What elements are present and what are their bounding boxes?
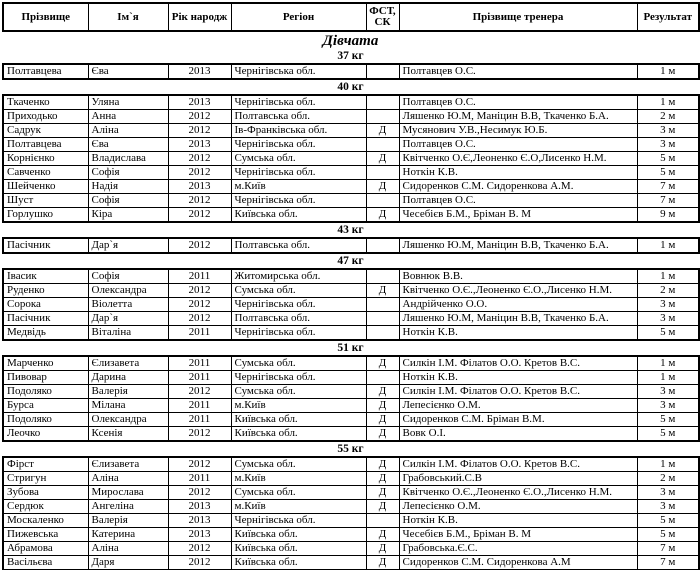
cell-coach: Ноткін К.В. — [399, 514, 637, 528]
cell-firstname: Віолетта — [88, 298, 168, 312]
table-row — [3, 194, 699, 208]
cell-surname: Абрамова — [3, 542, 88, 556]
table-row — [3, 138, 699, 152]
weight-heading: 40 кг — [337, 81, 364, 93]
cell-birth-year: 2012 — [168, 238, 231, 253]
cell-surname: Савченко — [3, 166, 88, 180]
cell-result: 3 м — [637, 385, 699, 399]
table-row — [3, 528, 699, 542]
cell-result: 3 м — [637, 486, 699, 500]
cell-surname: Марченко — [3, 356, 88, 371]
cell-birth-year: 2012 — [168, 298, 231, 312]
cell-surname: Стригун — [3, 472, 88, 486]
cell-result: 5 м — [637, 514, 699, 528]
cell-surname: Пивовар — [3, 371, 88, 385]
cell-result: 7 м — [637, 180, 699, 194]
table-row — [3, 180, 699, 194]
cell-result: 3 м — [637, 500, 699, 514]
cell-region: м.Київ — [231, 500, 366, 514]
cell-birth-year: 2012 — [168, 166, 231, 180]
cell-coach: Квітченко О.Є.,Леоненко Є.О.,Лисенко Н.М. — [399, 284, 637, 298]
table-row — [3, 371, 699, 385]
cell-coach: Ляшенко Ю.М, Маніцин В.В, Ткаченко Б.А. — [399, 238, 637, 253]
cell-birth-year: 2013 — [168, 180, 231, 194]
cell-birth-year: 2013 — [168, 95, 231, 110]
cell-result: 2 м — [637, 472, 699, 486]
cell-region: Чернігівська обл. — [231, 95, 366, 110]
cell-birth-year: 2012 — [168, 194, 231, 208]
cell-birth-year: 2012 — [168, 427, 231, 442]
cell-region: м.Київ — [231, 180, 366, 194]
cell-surname: Бурса — [3, 399, 88, 413]
cell-fst-sk: Д — [366, 556, 399, 570]
cell-fst-sk — [366, 269, 399, 284]
table-row — [3, 124, 699, 138]
cell-result: 3 м — [637, 124, 699, 138]
table-row — [3, 385, 699, 399]
cell-firstname: Єлизавета — [88, 457, 168, 472]
cell-coach: Ляшенко Ю.М, Маніцин В.В, Ткаченко Б.А. — [399, 312, 637, 326]
cell-coach: Грабовський.С.В — [399, 472, 637, 486]
cell-birth-year: 2013 — [168, 64, 231, 79]
cell-fst-sk: Д — [366, 399, 399, 413]
cell-result: 1 м — [637, 356, 699, 371]
cell-region: Сумська обл. — [231, 385, 366, 399]
cell-surname: Пасічник — [3, 238, 88, 253]
cell-birth-year: 2011 — [168, 472, 231, 486]
cell-fst-sk — [366, 514, 399, 528]
cell-region: Чернігівська обл. — [231, 138, 366, 152]
cell-region: Київська обл. — [231, 542, 366, 556]
table-row — [3, 152, 699, 166]
cell-firstname: Дарина — [88, 371, 168, 385]
cell-firstname: Аліна — [88, 124, 168, 138]
cell-birth-year: 2012 — [168, 486, 231, 500]
cell-surname: Фірст — [3, 457, 88, 472]
cell-result: 9 м — [637, 208, 699, 223]
cell-birth-year: 2013 — [168, 514, 231, 528]
weight-heading: 43 кг — [337, 224, 364, 236]
cell-fst-sk: Д — [366, 284, 399, 298]
table-row — [3, 284, 699, 298]
cell-region: Чернігівська обл. — [231, 298, 366, 312]
cell-result: 5 м — [637, 528, 699, 542]
cell-coach: Мусянович У.В.,Несимук Ю.Б. — [399, 124, 637, 138]
cell-coach: Грабовська.Є.С. — [399, 542, 637, 556]
cell-surname: Садрук — [3, 124, 88, 138]
cell-surname: Шейченко — [3, 180, 88, 194]
column-header-result: Результат — [637, 3, 699, 31]
cell-result: 1 м — [637, 64, 699, 79]
cell-result: 5 м — [637, 166, 699, 180]
cell-coach: Квітченко О.Є.,Леоненко Є.О.,Лисенко Н.М. — [399, 486, 637, 500]
cell-fst-sk — [366, 64, 399, 79]
cell-coach: Полтавцев О.С. — [399, 138, 637, 152]
cell-coach: Квітченко О.Є,Леоненко Є.О,Лисенко Н.М. — [399, 152, 637, 166]
cell-firstname: Єва — [88, 138, 168, 152]
cell-fst-sk: Д — [366, 180, 399, 194]
cell-region: м.Київ — [231, 472, 366, 486]
table-row — [3, 298, 699, 312]
cell-surname: Леочко — [3, 427, 88, 442]
cell-firstname: Кіра — [88, 208, 168, 223]
cell-firstname: Надія — [88, 180, 168, 194]
cell-firstname: Олександра — [88, 413, 168, 427]
cell-region: Житомирська обл. — [231, 269, 366, 284]
cell-region: Чернігівська обл. — [231, 514, 366, 528]
weight-sections — [2, 50, 699, 570]
cell-surname: Полтавцева — [3, 64, 88, 79]
cell-firstname: Софія — [88, 166, 168, 180]
cell-firstname: Владислава — [88, 152, 168, 166]
table-row — [3, 542, 699, 556]
cell-firstname: Мирослава — [88, 486, 168, 500]
cell-surname: Івасик — [3, 269, 88, 284]
weight-section-table — [2, 268, 700, 341]
cell-result: 2 м — [637, 110, 699, 124]
cell-firstname: Уляна — [88, 95, 168, 110]
cell-birth-year: 2012 — [168, 110, 231, 124]
table-row — [3, 500, 699, 514]
cell-result: 1 м — [637, 371, 699, 385]
cell-coach: Чесебієв Б.М., Бріман В. М — [399, 208, 637, 223]
cell-fst-sk: Д — [366, 500, 399, 514]
cell-birth-year: 2012 — [168, 124, 231, 138]
cell-birth-year: 2012 — [168, 457, 231, 472]
cell-firstname: Аліна — [88, 472, 168, 486]
cell-region: Чернігівська обл. — [231, 371, 366, 385]
cell-result: 1 м — [637, 457, 699, 472]
cell-result: 5 м — [637, 413, 699, 427]
cell-region: Київська обл. — [231, 556, 366, 570]
cell-result: 1 м — [637, 95, 699, 110]
table-row — [3, 399, 699, 413]
cell-coach: Лепесієнко О.М. — [399, 500, 637, 514]
cell-result: 1 м — [637, 238, 699, 253]
table-row — [3, 312, 699, 326]
cell-result: 3 м — [637, 399, 699, 413]
cell-birth-year: 2011 — [168, 269, 231, 284]
cell-firstname: Мілана — [88, 399, 168, 413]
cell-coach: Полтавцев О.С. — [399, 64, 637, 79]
cell-result: 2 м — [637, 284, 699, 298]
cell-coach: Сидоренков С.М. Бріман В.М. — [399, 413, 637, 427]
cell-fst-sk — [366, 166, 399, 180]
column-header-firstname: Ім`я — [88, 3, 168, 31]
cell-fst-sk — [366, 238, 399, 253]
cell-coach: Лепесієнко О.М. — [399, 399, 637, 413]
cell-firstname: Дар`я — [88, 238, 168, 253]
cell-region: Сумська обл. — [231, 356, 366, 371]
results-header-table — [2, 2, 700, 32]
cell-coach: Полтавцев О.С. — [399, 95, 637, 110]
cell-fst-sk: Д — [366, 124, 399, 138]
table-row — [3, 413, 699, 427]
cell-firstname: Олександра — [88, 284, 168, 298]
table-row — [3, 457, 699, 472]
cell-surname: Корнієнко — [3, 152, 88, 166]
table-row — [3, 238, 699, 253]
cell-surname: Медвідь — [3, 326, 88, 341]
cell-result: 5 м — [637, 152, 699, 166]
column-header-surname: Прізвище — [3, 3, 88, 31]
cell-birth-year: 2012 — [168, 385, 231, 399]
cell-surname: Подоляко — [3, 385, 88, 399]
cell-fst-sk — [366, 138, 399, 152]
cell-coach: Вовк О.І. — [399, 427, 637, 442]
cell-surname: Зубова — [3, 486, 88, 500]
cell-fst-sk — [366, 298, 399, 312]
cell-birth-year: 2011 — [168, 326, 231, 341]
header-row — [3, 3, 699, 31]
cell-birth-year: 2013 — [168, 138, 231, 152]
cell-surname: Пижевська — [3, 528, 88, 542]
table-row — [3, 472, 699, 486]
column-header-birth-year: Рік народж — [168, 3, 231, 31]
cell-firstname: Єлизавета — [88, 356, 168, 371]
table-row — [3, 356, 699, 371]
cell-birth-year: 2013 — [168, 500, 231, 514]
cell-region: Сумська обл. — [231, 284, 366, 298]
cell-birth-year: 2012 — [168, 284, 231, 298]
table-row — [3, 64, 699, 79]
cell-fst-sk — [366, 110, 399, 124]
cell-firstname: Ксенія — [88, 427, 168, 442]
cell-surname: Пасічник — [3, 312, 88, 326]
cell-result: 7 м — [637, 542, 699, 556]
cell-fst-sk: Д — [366, 528, 399, 542]
cell-surname: Ткаченко — [3, 95, 88, 110]
cell-region: Київська обл. — [231, 208, 366, 223]
cell-surname: Приходько — [3, 110, 88, 124]
cell-birth-year: 2011 — [168, 356, 231, 371]
cell-region: м.Київ — [231, 399, 366, 413]
cell-region: Чернігівська обл. — [231, 326, 366, 341]
cell-firstname: Ангеліна — [88, 500, 168, 514]
cell-surname: Подоляко — [3, 413, 88, 427]
table-row — [3, 110, 699, 124]
cell-result: 1 м — [637, 269, 699, 284]
weight-section-table — [2, 355, 700, 442]
cell-region: Київська обл. — [231, 528, 366, 542]
cell-coach: Ноткін К.В. — [399, 371, 637, 385]
cell-fst-sk — [366, 194, 399, 208]
cell-result: 5 м — [637, 326, 699, 341]
cell-fst-sk: Д — [366, 152, 399, 166]
cell-fst-sk — [366, 312, 399, 326]
cell-region: Полтавська обл. — [231, 312, 366, 326]
table-row — [3, 556, 699, 570]
cell-coach: Сидоренков С.М. Сидоренкова А.М — [399, 556, 637, 570]
cell-firstname: Даря — [88, 556, 168, 570]
group-title: Дівчата — [322, 33, 379, 49]
cell-region: Київська обл. — [231, 427, 366, 442]
cell-firstname: Катерина — [88, 528, 168, 542]
cell-fst-sk: Д — [366, 486, 399, 500]
cell-birth-year: 2012 — [168, 312, 231, 326]
cell-coach: Ноткін К.В. — [399, 166, 637, 180]
cell-firstname: Єва — [88, 64, 168, 79]
cell-result: 5 м — [637, 427, 699, 442]
cell-result: 7 м — [637, 556, 699, 570]
cell-birth-year: 2011 — [168, 413, 231, 427]
cell-result: 7 м — [637, 194, 699, 208]
weight-section-table — [2, 63, 700, 80]
cell-surname: Сорока — [3, 298, 88, 312]
cell-fst-sk: Д — [366, 385, 399, 399]
cell-region: Полтавська обл. — [231, 238, 366, 253]
table-row — [3, 326, 699, 341]
cell-surname: Васільєва — [3, 556, 88, 570]
table-row — [3, 427, 699, 442]
cell-result: 3 м — [637, 298, 699, 312]
cell-firstname: Софія — [88, 269, 168, 284]
cell-fst-sk: Д — [366, 542, 399, 556]
cell-birth-year: 2011 — [168, 371, 231, 385]
cell-fst-sk: Д — [366, 356, 399, 371]
weight-heading: 55 кг — [337, 443, 364, 455]
cell-birth-year: 2011 — [168, 399, 231, 413]
cell-firstname: Віталіна — [88, 326, 168, 341]
weight-heading: 51 кг — [337, 342, 364, 354]
cell-birth-year: 2012 — [168, 208, 231, 223]
weight-section-table — [2, 94, 700, 223]
weight-heading: 37 кг — [337, 50, 364, 62]
cell-coach: Чесебієв Б.М., Бріман В. М — [399, 528, 637, 542]
cell-surname: Полтавцева — [3, 138, 88, 152]
cell-firstname: Валерія — [88, 514, 168, 528]
cell-surname: Руденко — [3, 284, 88, 298]
cell-coach: Ляшенко Ю.М, Маніцин В.В, Ткаченко Б.А. — [399, 110, 637, 124]
cell-coach: Андрійченко О.О. — [399, 298, 637, 312]
cell-firstname: Дар`я — [88, 312, 168, 326]
cell-firstname: Валерія — [88, 385, 168, 399]
cell-fst-sk — [366, 95, 399, 110]
cell-result: 3 м — [637, 138, 699, 152]
cell-region: Чернігівська обл. — [231, 194, 366, 208]
table-row — [3, 166, 699, 180]
table-row — [3, 486, 699, 500]
cell-region: Полтавська обл. — [231, 110, 366, 124]
cell-birth-year: 2013 — [168, 528, 231, 542]
cell-region: Чернігівська обл. — [231, 64, 366, 79]
cell-result: 3 м — [637, 312, 699, 326]
table-row — [3, 269, 699, 284]
cell-coach: Сидоренков С.М. Сидоренкова А.М. — [399, 180, 637, 194]
cell-fst-sk — [366, 371, 399, 385]
cell-fst-sk: Д — [366, 472, 399, 486]
cell-firstname: Анна — [88, 110, 168, 124]
cell-region: Ів-Франківська обл. — [231, 124, 366, 138]
cell-region: Сумська обл. — [231, 152, 366, 166]
cell-region: Сумська обл. — [231, 457, 366, 472]
cell-surname: Горлушко — [3, 208, 88, 223]
cell-coach: Вовнюк В.В. — [399, 269, 637, 284]
cell-surname: Москаленко — [3, 514, 88, 528]
cell-coach: Силкін І.М. Філатов О.О. Кретов В.С. — [399, 457, 637, 472]
cell-surname: Сердюк — [3, 500, 88, 514]
cell-region: Сумська обл. — [231, 486, 366, 500]
cell-region: Чернігівська обл. — [231, 166, 366, 180]
cell-region: Київська обл. — [231, 413, 366, 427]
cell-coach: Силкін І.М. Філатов О.О. Кретов В.С. — [399, 385, 637, 399]
weight-heading: 47 кг — [337, 255, 364, 267]
cell-firstname: Софія — [88, 194, 168, 208]
cell-firstname: Аліна — [88, 542, 168, 556]
cell-coach: Силкін І.М. Філатов О.О. Кретов В.С. — [399, 356, 637, 371]
weight-section-table — [2, 456, 700, 570]
table-row — [3, 514, 699, 528]
cell-coach: Ноткін К.В. — [399, 326, 637, 341]
table-row — [3, 95, 699, 110]
weight-section-table — [2, 237, 700, 254]
cell-birth-year: 2012 — [168, 542, 231, 556]
cell-fst-sk: Д — [366, 208, 399, 223]
cell-surname: Шуст — [3, 194, 88, 208]
column-header-region: Регіон — [231, 3, 366, 31]
cell-birth-year: 2012 — [168, 556, 231, 570]
column-header-fst-sk: ФСТ, СК — [366, 3, 399, 31]
column-header-coach: Прізвище тренера — [399, 3, 637, 31]
cell-birth-year: 2012 — [168, 152, 231, 166]
table-row — [3, 208, 699, 223]
cell-fst-sk — [366, 326, 399, 341]
cell-coach: Полтавцев О.С. — [399, 194, 637, 208]
cell-fst-sk: Д — [366, 427, 399, 442]
cell-fst-sk: Д — [366, 457, 399, 472]
cell-fst-sk: Д — [366, 413, 399, 427]
